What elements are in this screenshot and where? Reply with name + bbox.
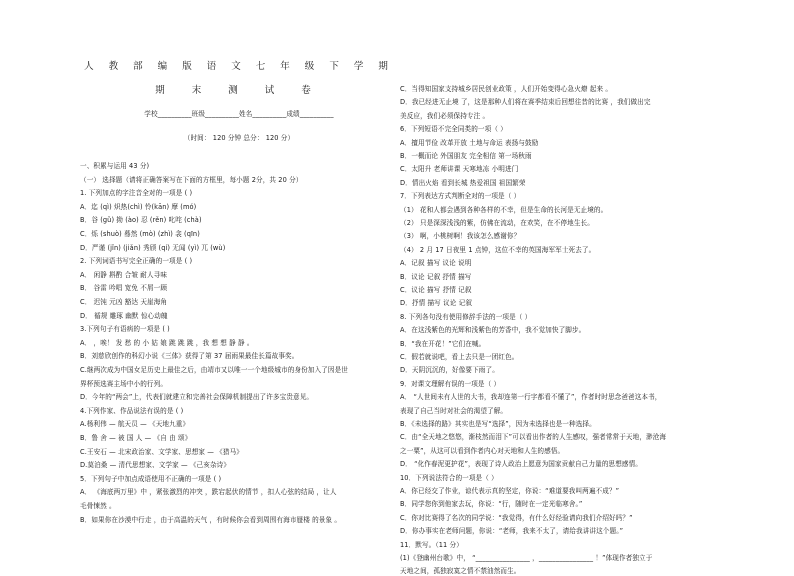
left-question-line: A． 闲静 斟酌 合皱 耐人寻味 [80, 270, 168, 279]
left-question-line: A． 《海底两万里》中 ，紧张激烈的冲突 ，跌宕起伏的情节 ，扣人心弦的结局 ，让人 [80, 488, 337, 497]
right-question-line: C．你对比赛得了名次的同学说：“我觉得，有什么好经验请向我们介绍好吗？” [400, 513, 633, 522]
left-question-line: 3.下列句子有语病的一项是 ( ) [80, 325, 170, 334]
right-question-line: B．《未选择的路》其实也是写“选择”，因为未选择也是一种选择。 [400, 420, 596, 428]
right-question-line: 9．对课文理解有误的一项是（ ） [400, 379, 501, 388]
left-question-line: 2. 下列词语书写完全正确的一项是 ( ) [80, 257, 193, 266]
right-question-line: D．天阴沉沉的，好像要下雨了。 [400, 366, 499, 375]
right-question-line: 8. 下列各句没有使用修辞手法的一项是（ ） [400, 312, 532, 321]
right-question-line: 美反应，我们必须保持专注 。 [400, 111, 490, 120]
left-question-line: A． ，唉！ 发 愁 的 小 姑 娘 跳 跳 跳 ，我 想 想 静 静 。 [80, 338, 254, 347]
right-question-line: 11．默写。（11 分） [400, 540, 463, 549]
left-question-line: 一、积累与运用 43 分) [80, 162, 150, 170]
left-question-line: D． 循规 雕琢 幽默 惊心动魄 [80, 311, 168, 320]
right-question-line: 表现了自己当时对社会的渴望了解。 [400, 406, 508, 415]
right-question-line: A．记叙 描写 议论 说明 [400, 259, 472, 268]
left-question-line: D．今年的“两会”上，代表们就建立和完善社会保障机制提出了许多宝贵意见。 [80, 393, 314, 402]
right-question-line: （1） 花和人都会遇到各种各样的不幸，但是生命的长河是无止境的。 [400, 205, 608, 214]
right-question-line: B．同学您你到他家去玩，你说：“行，随时在一定光临寒舍。” [400, 500, 583, 509]
right-question-line: C．假若就说吧，看上去只是一团红色。 [400, 353, 519, 361]
right-question-line: 天地之间，孤独寂寞之情不禁油然而生。 [400, 567, 521, 576]
right-question-line: （2） 只是深深浅浅的紫，仿佛在流动，在欢笑，在不停地生长。 [400, 219, 594, 227]
right-question-line: 6．下列短语不完全同类的一项（ ） [400, 125, 507, 134]
right-question-line: D．你办事实在老师问题，你说：“老师，我来不太了，请给我讲讲这个题。” [400, 527, 624, 536]
left-question-line: C． 迟钝 元凶 豁达 天崖海角 [80, 298, 168, 306]
right-question-line: B．“我在开花！”它们在喊。 [400, 339, 486, 348]
right-question-line: C．议论 描写 抒情 记叙 [400, 286, 472, 294]
right-question-line: D．情出火焰 看到长城 热爱祖国 祖国繁荣 [400, 178, 526, 187]
left-question-line: B．谷 (gǔ) 拗 (ào) 忍 (rěn) 叱咤 (chà) [80, 216, 202, 225]
left-question-line: A．迄 (qì) 炽热(chì) 怜(kān) 摩 (mó) [80, 202, 197, 211]
left-question-line: B．刘慈欣创作的科幻小说《三体》获得了第 37 届雨果最佳长篇故事奖。 [80, 352, 299, 361]
right-question-line: 之一粟”，从这可以看到作者内心对天地和人生的感悟。 [400, 446, 565, 455]
left-question-line: 1. 下列加点的字注音全对的一项是 ( ) [80, 189, 193, 198]
right-question-line: A．擅用节俭 改革开放 土地与命运 表扬与鼓励 [400, 138, 539, 147]
student-info-line: 学校__________班级__________姓名__________成绩__________ [144, 110, 334, 118]
right-question-line: B．一概而论 外国朋友 完全相信 第一场秋雨 [400, 152, 532, 160]
left-question-line: C.王安石 — 北宋政治家、文学家、思想家 — 《猎马》 [80, 447, 243, 456]
right-question-line: （4） 2 月 17 日夜里 1 点钟，这位不幸的英国海军军士死去了。 [400, 245, 596, 254]
left-question-line: B．鲁 舍 — 被 国 人 — 《自 由 颂》 [80, 434, 192, 442]
right-question-line: C．当得知国家支持城乡居民创业政策 ，人们开始变得心急火燎 起来 。 [400, 85, 613, 93]
right-question-line: 10．下列说法符合的一项是（ ） [400, 473, 498, 482]
right-question-line: B．议论 记叙 抒情 描写 [400, 272, 472, 281]
left-question-line: D.莫泊桑 — 清代思想家、文学家 — 《己亥杂诗》 [80, 461, 231, 470]
right-question-line: A．你已经交了作业，谅代表示真的坚定，你说：“难道要我叫两遍不成？” [400, 487, 620, 495]
left-question-line: C．烁 (shuò) 蓦然 (mò) (zhì) 衾 (qīn) [80, 230, 200, 238]
left-question-line: D．严谨 (jǐn) (jiǎn) 秀颀 (qí) 无闻 (yì) 兀 (wù) [80, 243, 226, 252]
right-question-line: A．在这浅紫色的光辉和浅紫色的芳香中，我不觉加快了脚步。 [400, 326, 586, 335]
left-question-line: B． 谷雷 吟唱 宽免 不屑一顾 [80, 284, 168, 293]
left-question-line: 5．下列句子中加点成语使用不正确的一项是 ( ) [80, 474, 222, 483]
right-question-line: D．我已经进无止境 了，这是那种人们将在赛季结束后回想往昔的比赛 ，我们做出完 [400, 98, 651, 107]
left-question-line: （一） 选择题（请将正确答案写在下面的方框里，每小题 2分，共 20 分） [80, 175, 303, 184]
exam-title: 人 教 部 编 版 语 文 七 年 级 下 学 期 [84, 61, 394, 72]
left-question-line: A.杨利伟 — 航天员 — 《天地九重》 [80, 420, 190, 429]
right-question-line: (1)《登幽州台歌》中， “________________ ，________________ ！”体现作者独立于 [400, 554, 653, 562]
left-question-line: C.继两次成为中国女足历史上最佳之后，由靖市又以唯一一个地级城市的身份加入了因是世 [80, 366, 348, 374]
left-question-line: 毛骨悚然 。 [80, 502, 116, 510]
exam-subtitle: 期 末 测 试 卷 [155, 85, 323, 96]
left-question-line: 界杯预选赛主场中小的行列。 [80, 379, 168, 388]
right-question-line: （3） 啊，小桃树啊！我该怎么感谢你？ [400, 232, 521, 241]
exam-time-line: （时间： 120 分钟 总分： 120 分） [183, 134, 295, 142]
right-question-line: C．由“全天地之悠悠，渐枝然而泪下”可以看出作者的人生感叹，强者常常于天地，渺沧海 [400, 433, 667, 442]
right-question-line: C．太阳升 老师讲课 天寒地冻 小明进门 [400, 165, 519, 174]
right-question-line: D．抒情 描写 议论 记叙 [400, 299, 473, 308]
right-question-line: A． “人世间未有人世的大书，我却连第一行字都看不懂了”，作者时时思念爸爸这本书， [400, 393, 662, 402]
right-question-line: D． “化作春泥更护花”，表现了诗人政治上愿意为国家贡献自己力量的思想感情。 [400, 460, 642, 469]
left-question-line: B．如果你在沙漠中行走 ，由于高温的天气 ，有时候你会看到周围有海市蜃楼 的景象 。 [80, 515, 342, 524]
right-question-line: 7．下列表达方式判断全对的一项是（ ） [400, 192, 521, 201]
left-question-line: 4.下列作家、作品说法有误的是 ( ) [80, 406, 184, 415]
